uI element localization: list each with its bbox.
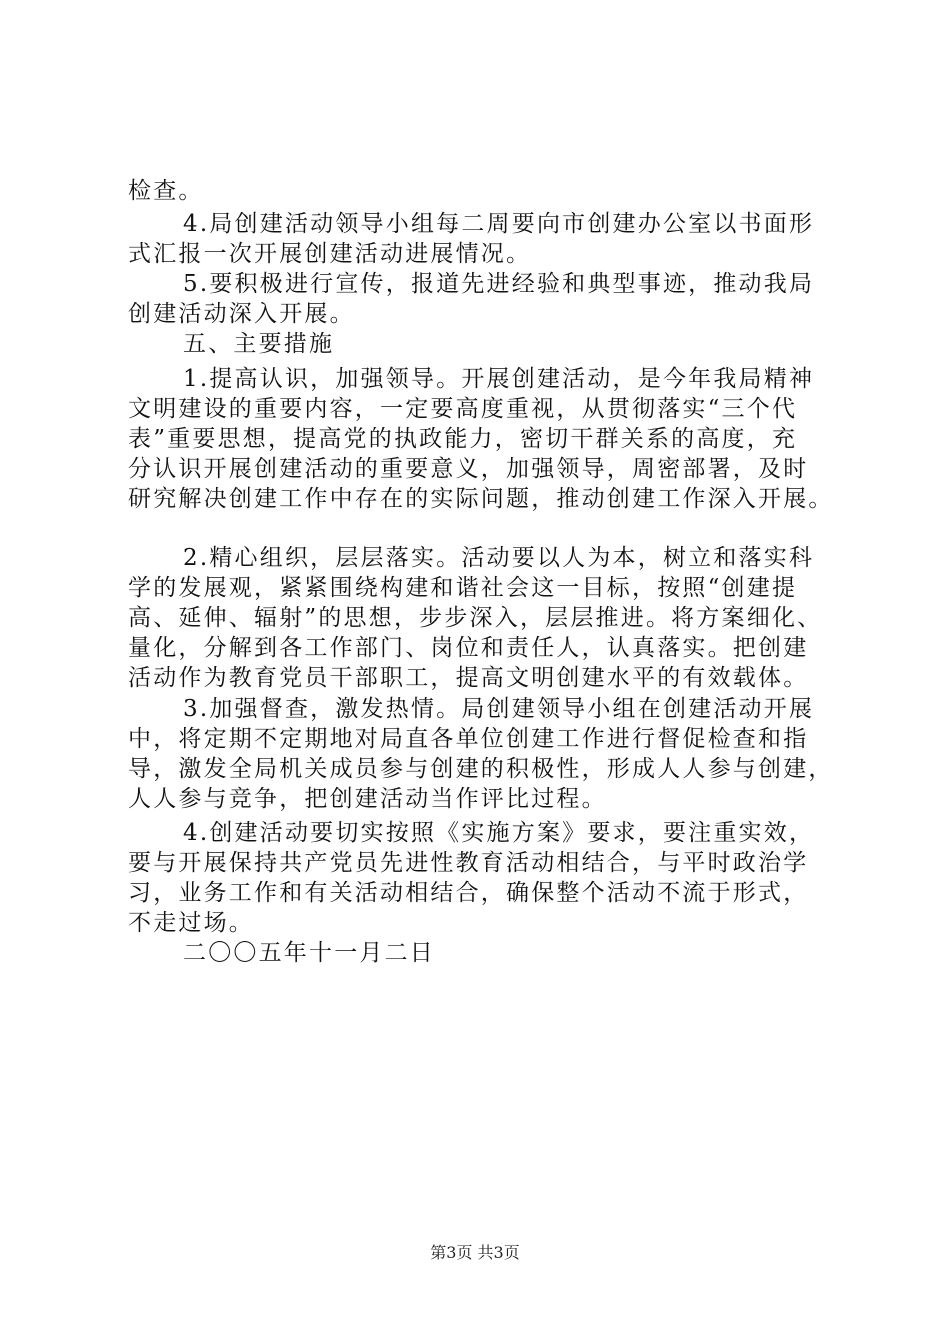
text-line: 检查。 bbox=[128, 178, 204, 204]
text-line: 4.创建活动要切实按照《实施方案》要求，要注重实效， bbox=[183, 820, 815, 846]
date-line: 二〇〇五年十一月二日 bbox=[183, 940, 435, 966]
section-heading: 五、主要措施 bbox=[183, 331, 335, 357]
text-line: 研究解决创建工作中存在的实际问题，推动创建工作深入开展。 bbox=[128, 486, 834, 512]
text-line: 1.提高认识，加强领导。开展创建活动，是今年我局精神 bbox=[183, 366, 815, 392]
text-line: 活动作为教育党员干部职工，提高文明创建水平的有效载体。 bbox=[128, 665, 809, 691]
text-line: 要与开展保持共产党员先进性教育活动相结合，与平时政治学 bbox=[128, 850, 809, 876]
text-line: 导，激发全局机关成员参与创建的积极性，形成人人参与创建， bbox=[128, 756, 834, 782]
text-line: 4.局创建活动领导小组每二周要向市创建办公室以书面形 bbox=[183, 211, 815, 237]
text-line: 5.要积极进行宣传，报道先进经验和典型事迹，推动我局 bbox=[183, 271, 815, 297]
text-line: 高、延伸、辐射”的思想，步步深入，层层推进。将方案细化、 bbox=[128, 605, 823, 631]
text-line: 人人参与竞争，把创建活动当作评比过程。 bbox=[128, 786, 607, 812]
text-line: 分认识开展创建活动的重要意义，加强领导，周密部署，及时 bbox=[128, 456, 809, 482]
text-line: 3.加强督查，激发热情。局创建领导小组在创建活动开展 bbox=[183, 696, 815, 722]
page-footer: 第3页 共3页 bbox=[430, 1243, 520, 1262]
text-line: 文明建设的重要内容，一定要高度重视，从贯彻落实“三个代 bbox=[128, 396, 798, 422]
text-line: 式汇报一次开展创建活动进展情况。 bbox=[128, 241, 532, 267]
text-line: 习，业务工作和有关活动相结合，确保整个活动不流于形式， bbox=[128, 880, 809, 906]
text-line: 中，将定期不定期地对局直各单位创建工作进行督促检查和指 bbox=[128, 726, 809, 752]
text-line: 学的发展观，紧紧围绕构建和谐社会这一目标，按照“创建提 bbox=[128, 575, 798, 601]
text-line: 量化，分解到各工作部门、岗位和责任人，认真落实。把创建 bbox=[128, 635, 809, 661]
text-line: 2.精心组织，层层落实。活动要以人为本，树立和落实科 bbox=[183, 545, 815, 571]
text-line: 表”重要思想，提高党的执政能力，密切干群关系的高度，充 bbox=[128, 426, 798, 452]
text-line: 创建活动深入开展。 bbox=[128, 301, 355, 327]
text-line: 不走过场。 bbox=[128, 910, 254, 936]
